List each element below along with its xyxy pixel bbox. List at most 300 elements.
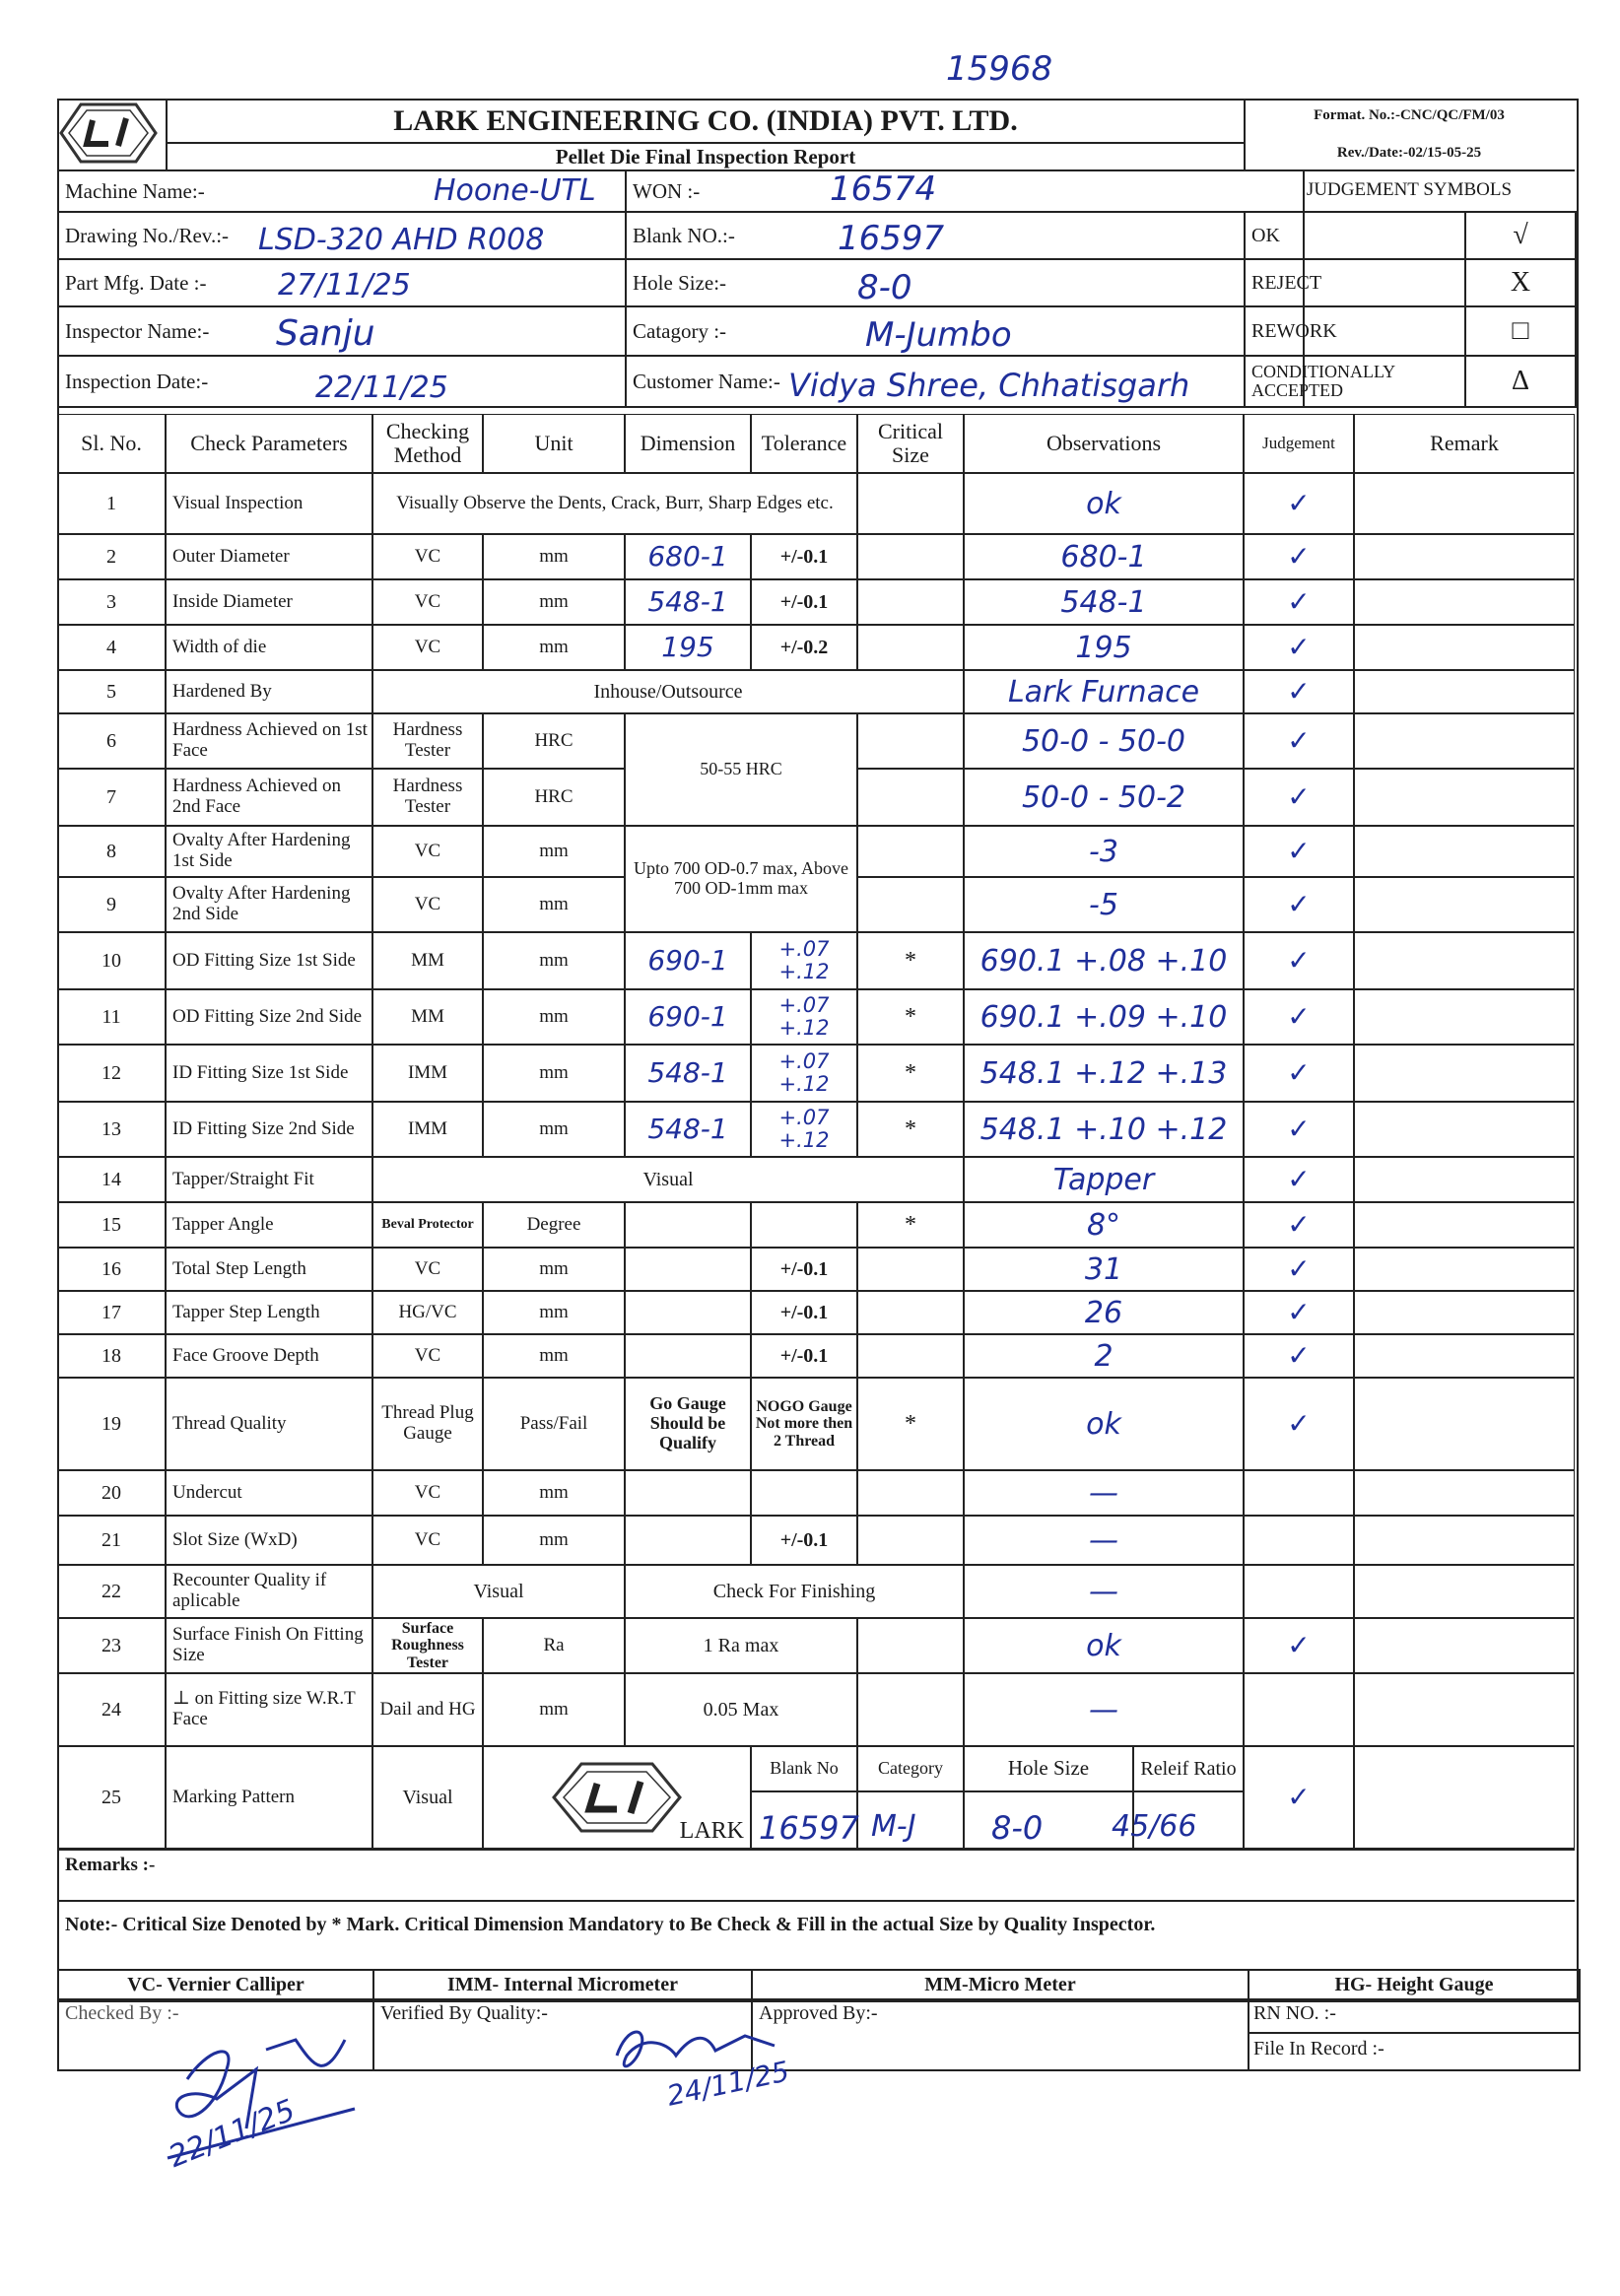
row-16-unit: mm	[483, 1248, 625, 1291]
row-16-observation: 31	[964, 1248, 1244, 1291]
row-4-unit: mm	[483, 625, 625, 670]
row-18-tol: +/-0.1	[751, 1334, 857, 1378]
checked-by-label: Checked By :-	[65, 2002, 179, 2024]
row-7-param: Hardness Achieved on 2nd Face	[166, 769, 372, 826]
row-2-method: VC	[372, 534, 483, 579]
row-24-unit: mm	[483, 1673, 625, 1746]
row-21-unit: mm	[483, 1516, 625, 1565]
row-8-unit: mm	[483, 826, 625, 877]
row-8-method: VC	[372, 826, 483, 877]
row-11-dim: 690-1	[625, 989, 751, 1045]
row-3-sl: 3	[57, 579, 166, 625]
marking-header-blank: Blank No	[751, 1746, 857, 1791]
row-11-param: OD Fitting Size 2nd Side	[166, 989, 372, 1045]
row-17-observation: 26	[964, 1291, 1244, 1334]
row-8-sl: 8	[57, 826, 166, 877]
symbol-conditional-label: CONDITIONALLY ACCEPTED	[1245, 356, 1465, 407]
row-1-remark	[1354, 473, 1575, 534]
row-2-unit: mm	[483, 534, 625, 579]
row-10-critical: *	[857, 932, 964, 989]
row-19-unit: Pass/Fail	[483, 1378, 625, 1470]
row-13-unit: mm	[483, 1102, 625, 1157]
row-6-observation: 50-0 - 50-0	[964, 713, 1244, 769]
row-10-observation: 690.1 +.08 +.10	[964, 932, 1244, 989]
marking-header-hole: Hole Size	[964, 1746, 1133, 1791]
row-10-unit: mm	[483, 932, 625, 989]
row-11-method: MM	[372, 989, 483, 1045]
row-12-tol: +.07 +.12	[751, 1045, 857, 1102]
row-23-method: Surface Roughness Tester	[372, 1618, 483, 1673]
row-24-critical	[857, 1673, 964, 1746]
row-2-remark	[1354, 534, 1575, 579]
row-23-critical	[857, 1618, 964, 1673]
row-15-judgement: ✓	[1244, 1202, 1354, 1248]
row-13-method: IMM	[372, 1102, 483, 1157]
row-25-remark	[1354, 1746, 1575, 1849]
row-23-param: Surface Finish On Fitting Size	[166, 1618, 372, 1673]
row-10-dim: 690-1	[625, 932, 751, 989]
row-16-critical	[857, 1248, 964, 1291]
row-7-method: Hardness Tester	[372, 769, 483, 826]
file-in-record-label: File In Record :-	[1253, 2038, 1384, 2060]
row-2-tol: +/-0.1	[751, 534, 857, 579]
row-6-param: Hardness Achieved on 1st Face	[166, 713, 372, 769]
row-8-remark	[1354, 826, 1575, 877]
marking-hole-value: 8-0	[991, 1809, 1044, 1847]
row-15-observation: 8°	[964, 1202, 1244, 1248]
row-24-param: ⊥ on Fitting size W.R.T Face	[166, 1673, 372, 1746]
row-12-param: ID Fitting Size 1st Side	[166, 1045, 372, 1102]
row-5-merged: Inhouse/Outsource	[372, 670, 964, 713]
row-19-observation: ok	[964, 1378, 1244, 1470]
row-11-critical: *	[857, 989, 964, 1045]
row-9-critical	[857, 877, 964, 932]
row-21-method: VC	[372, 1516, 483, 1565]
row-8-param: Ovalty After Hardening 1st Side	[166, 826, 372, 877]
inspector-label: Inspector Name:-	[65, 318, 210, 343]
row-22-method: Visual	[372, 1565, 625, 1618]
row-24-sl: 24	[57, 1673, 166, 1746]
row-18-unit: mm	[483, 1334, 625, 1378]
legend-hg: HG- Height Gauge	[1249, 1970, 1580, 1999]
row-21-param: Slot Size (WxD)	[166, 1516, 372, 1565]
row-7-remark	[1354, 769, 1575, 826]
row-17-tol: +/-0.1	[751, 1291, 857, 1334]
row-14-observation: Tapper	[964, 1157, 1244, 1202]
inspector-value: Sanju	[276, 313, 375, 354]
hole-size-label: Hole Size:-	[633, 270, 727, 295]
row-16-param: Total Step Length	[166, 1248, 372, 1291]
row-22-judgement	[1244, 1565, 1354, 1618]
row-23-remark	[1354, 1618, 1575, 1673]
row-21-dim	[625, 1516, 751, 1565]
row-5-remark	[1354, 670, 1575, 713]
row-10-tol: +.07 +.12	[751, 932, 857, 989]
column-header-unit: Unit	[483, 414, 625, 473]
row-20-judgement	[1244, 1470, 1354, 1516]
category-label: Catagory :-	[633, 318, 727, 343]
row-7-sl: 7	[57, 769, 166, 826]
legend-imm: IMM- Internal Micrometer	[373, 1970, 752, 1999]
symbol-ok-label: OK	[1245, 212, 1465, 259]
won-label: WON :-	[633, 178, 701, 203]
won-value: 16574	[830, 169, 937, 209]
row-22-remark	[1354, 1565, 1575, 1618]
critical-note: Note:- Critical Size Denoted by * Mark. Critical Dimension Mandatory to Be Check & Fill in the actual Size by Quality Inspector.	[65, 1914, 1156, 1935]
row-11-unit: mm	[483, 989, 625, 1045]
row-9-observation: -5	[964, 877, 1244, 932]
column-header-remark: Remark	[1354, 414, 1575, 473]
judgement-symbols-table	[1244, 211, 1577, 408]
legend-mm: MM-Micro Meter	[752, 1970, 1249, 1999]
row-19-method: Thread Plug Gauge	[372, 1378, 483, 1470]
inspection-date-label: Inspection Date:-	[65, 369, 209, 393]
row-10-remark	[1354, 932, 1575, 989]
company-logo-icon	[57, 99, 160, 168]
machine-name-label: Machine Name:-	[65, 178, 205, 203]
row-23-dim: 1 Ra max	[625, 1618, 857, 1673]
row-15-tol	[751, 1202, 857, 1248]
verified-by-date: 24/11/25	[663, 2055, 792, 2113]
row-18-dim	[625, 1334, 751, 1378]
row-11-tol: +.07 +.12	[751, 989, 857, 1045]
row-3-judgement: ✓	[1244, 579, 1354, 625]
row-18-param: Face Groove Depth	[166, 1334, 372, 1378]
row-20-tol	[751, 1470, 857, 1516]
row-2-critical	[857, 534, 964, 579]
marking-lark-text: LARK	[679, 1817, 744, 1844]
row-23-unit: Ra	[483, 1618, 625, 1673]
row-12-observation: 548.1 +.12 +.13	[964, 1045, 1244, 1102]
row-1-param: Visual Inspection	[166, 473, 372, 534]
row-3-unit: mm	[483, 579, 625, 625]
row-15-remark	[1354, 1202, 1575, 1248]
row-10-method: MM	[372, 932, 483, 989]
row-25-param: Marking Pattern	[166, 1746, 372, 1849]
row-9-sl: 9	[57, 877, 166, 932]
marking-header-relief: Releif Ratio	[1133, 1746, 1244, 1791]
row-16-judgement: ✓	[1244, 1248, 1354, 1291]
marking-lark-cell	[483, 1746, 751, 1849]
marking-blank-value: 16597	[759, 1809, 859, 1847]
row-7-observation: 50-0 - 50-2	[964, 769, 1244, 826]
row-23-sl: 23	[57, 1618, 166, 1673]
row-3-dim: 548-1	[625, 579, 751, 625]
row-21-observation: —	[964, 1516, 1244, 1565]
row-14-merged: Visual	[372, 1157, 964, 1202]
hole-size-value: 8-0	[857, 268, 912, 307]
row-1-merged-note: Visually Observe the Dents, Crack, Burr, Sharp Edges etc.	[372, 473, 857, 534]
row-17-sl: 17	[57, 1291, 166, 1334]
row-18-observation: 2	[964, 1334, 1244, 1378]
row-16-method: VC	[372, 1248, 483, 1291]
row-20-param: Undercut	[166, 1470, 372, 1516]
row-15-unit: Degree	[483, 1202, 625, 1248]
row-11-sl: 11	[57, 989, 166, 1045]
row-23-observation: ok	[964, 1618, 1244, 1673]
row-17-method: HG/VC	[372, 1291, 483, 1334]
row-3-critical	[857, 579, 964, 625]
column-header-observations: Observations	[964, 414, 1244, 473]
marking-logo-icon	[548, 1758, 686, 1837]
row-15-critical: *	[857, 1202, 964, 1248]
row-24-method: Dail and HG	[372, 1673, 483, 1746]
row-4-critical	[857, 625, 964, 670]
part-mfg-value: 27/11/25	[278, 268, 411, 303]
row-12-dim: 548-1	[625, 1045, 751, 1102]
row-5-judgement: ✓	[1244, 670, 1354, 713]
row-6-merged: 50-55 HRC	[625, 713, 857, 826]
row-7-critical	[857, 769, 964, 826]
row-6-judgement: ✓	[1244, 713, 1354, 769]
remarks-box	[57, 1849, 1575, 1902]
row-24-observation: —	[964, 1673, 1244, 1746]
row-13-critical: *	[857, 1102, 964, 1157]
row-3-param: Inside Diameter	[166, 579, 372, 625]
row-9-method: VC	[372, 877, 483, 932]
row-2-sl: 2	[57, 534, 166, 579]
row-25-method: Visual	[372, 1746, 483, 1849]
drawing-no-value: LSD-320 AHD R008	[258, 223, 545, 257]
column-header-tolerance: Tolerance	[751, 414, 857, 473]
row-17-dim	[625, 1291, 751, 1334]
row-13-tol: +.07 +.12	[751, 1102, 857, 1157]
row-1-observation: ok	[964, 473, 1244, 534]
legend-vc: VC- Vernier Calliper	[58, 1970, 373, 1999]
row-21-judgement	[1244, 1516, 1354, 1565]
row-10-judgement: ✓	[1244, 932, 1354, 989]
row-12-critical: *	[857, 1045, 964, 1102]
row-6-remark	[1354, 713, 1575, 769]
judgement-symbols-title: JUDGEMENT SYMBOLS	[1306, 178, 1513, 200]
row-3-method: VC	[372, 579, 483, 625]
customer-label: Customer Name:-	[633, 369, 780, 393]
row-6-method: Hardness Tester	[372, 713, 483, 769]
row-1-judgement: ✓	[1244, 473, 1354, 534]
category-value: M-Jumbo	[865, 315, 1012, 355]
won-cell	[626, 170, 1304, 212]
marking-category-value: M-J	[871, 1809, 916, 1844]
symbol-reject-label: REJECT	[1245, 259, 1465, 306]
approved-by-label: Approved By:-	[759, 2002, 878, 2024]
row-14-remark	[1354, 1157, 1575, 1202]
column-header-method: Checking Method	[372, 414, 483, 473]
row-16-remark	[1354, 1248, 1575, 1291]
row-1-critical	[857, 473, 964, 534]
customer-value: Vidya Shree, Chhatisgarh	[788, 367, 1190, 404]
row-17-remark	[1354, 1291, 1575, 1334]
row-20-unit: mm	[483, 1470, 625, 1516]
row-16-dim	[625, 1248, 751, 1291]
row-20-critical	[857, 1470, 964, 1516]
row-15-param: Tapper Angle	[166, 1202, 372, 1248]
column-header-dimension: Dimension	[625, 414, 751, 473]
row-4-method: VC	[372, 625, 483, 670]
row-17-judgement: ✓	[1244, 1291, 1354, 1334]
row-22-param: Recounter Quality if aplicable	[166, 1565, 372, 1618]
row-20-observation: —	[964, 1470, 1244, 1516]
row-11-remark	[1354, 989, 1575, 1045]
row-6-unit: HRC	[483, 713, 625, 769]
top-handwritten-number: 15968	[946, 49, 1053, 89]
row-9-remark	[1354, 877, 1575, 932]
row-19-remark	[1354, 1378, 1575, 1470]
row-18-critical	[857, 1334, 964, 1378]
row-21-sl: 21	[57, 1516, 166, 1565]
approved-by-cell	[752, 1999, 1249, 2070]
row-15-sl: 15	[57, 1202, 166, 1248]
row-21-critical	[857, 1516, 964, 1565]
column-header-judgement: Judgement	[1244, 414, 1354, 473]
row-20-remark	[1354, 1470, 1575, 1516]
row-3-observation: 548-1	[964, 579, 1244, 625]
checked-by-date: 22/11/25	[164, 2093, 301, 2175]
row-25-judgement: ✓	[1244, 1746, 1354, 1849]
row-19-param: Thread Quality	[166, 1378, 372, 1470]
row-22-observation: —	[964, 1565, 1244, 1618]
rev-date: Rev./Date:-02/15-05-25	[1336, 144, 1482, 161]
row-10-param: OD Fitting Size 1st Side	[166, 932, 372, 989]
row-14-param: Tapper/Straight Fit	[166, 1157, 372, 1202]
symbol-reject-icon: X	[1465, 259, 1576, 306]
row-13-param: ID Fitting Size 2nd Side	[166, 1102, 372, 1157]
row-8-critical	[857, 826, 964, 877]
row-13-dim: 548-1	[625, 1102, 751, 1157]
hole-size-cell	[626, 259, 1304, 306]
row-4-judgement: ✓	[1244, 625, 1354, 670]
format-no: Format. No.:-CNC/QC/FM/03	[1314, 106, 1505, 123]
row-25-sl: 25	[57, 1746, 166, 1849]
row-12-judgement: ✓	[1244, 1045, 1354, 1102]
row-9-param: Ovalty After Hardening 2nd Side	[166, 877, 372, 932]
row-14-sl: 14	[57, 1157, 166, 1202]
blank-no-cell	[626, 212, 1304, 259]
row-3-remark	[1354, 579, 1575, 625]
row-13-judgement: ✓	[1244, 1102, 1354, 1157]
row-18-method: VC	[372, 1334, 483, 1378]
row-2-observation: 680-1	[964, 534, 1244, 579]
row-8-judgement: ✓	[1244, 826, 1354, 877]
row-19-dim: Go Gauge Should be Qualify	[625, 1378, 751, 1470]
remarks-label: Remarks :-	[65, 1855, 156, 1875]
rn-no-label: RN NO. :-	[1249, 2000, 1579, 2034]
row-9-unit: mm	[483, 877, 625, 932]
row-22-sl: 22	[57, 1565, 166, 1618]
report-title: Pellet Die Final Inspection Report	[168, 142, 1244, 171]
row-24-dim: 0.05 Max	[625, 1673, 857, 1746]
row-24-judgement	[1244, 1673, 1354, 1746]
row-4-observation: 195	[964, 625, 1244, 670]
row-12-method: IMM	[372, 1045, 483, 1102]
row-4-remark	[1354, 625, 1575, 670]
row-20-dim	[625, 1470, 751, 1516]
row-12-remark	[1354, 1045, 1575, 1102]
row-4-dim: 195	[625, 625, 751, 670]
blank-no-label: Blank NO.:-	[633, 223, 735, 247]
row-14-judgement: ✓	[1244, 1157, 1354, 1202]
logo-cell	[57, 99, 168, 169]
row-19-critical: *	[857, 1378, 964, 1470]
row-5-sl: 5	[57, 670, 166, 713]
row-7-judgement: ✓	[1244, 769, 1354, 826]
row-5-observation: Lark Furnace	[964, 670, 1244, 713]
row-13-remark	[1354, 1102, 1575, 1157]
machine-name-value: Hoone-UTL	[434, 173, 596, 208]
row-4-param: Width of die	[166, 625, 372, 670]
row-21-remark	[1354, 1516, 1575, 1565]
row-16-sl: 16	[57, 1248, 166, 1291]
record-cell	[1249, 1999, 1580, 2070]
row-16-tol: +/-0.1	[751, 1248, 857, 1291]
row-4-tol: +/-0.2	[751, 625, 857, 670]
symbol-conditional-icon: Δ	[1465, 356, 1576, 407]
row-20-sl: 20	[57, 1470, 166, 1516]
row-1-sl: 1	[57, 473, 166, 534]
row-22-dim: Check For Finishing	[625, 1565, 964, 1618]
row-11-observation: 690.1 +.09 +.10	[964, 989, 1244, 1045]
row-17-unit: mm	[483, 1291, 625, 1334]
part-mfg-label: Part Mfg. Date :-	[65, 270, 207, 295]
row-6-critical	[857, 713, 964, 769]
row-18-sl: 18	[57, 1334, 166, 1378]
row-12-unit: mm	[483, 1045, 625, 1102]
row-19-tol: NOGO Gauge Not more then 2 Thread	[751, 1378, 857, 1470]
row-12-sl: 12	[57, 1045, 166, 1102]
row-15-dim	[625, 1202, 751, 1248]
row-21-tol: +/-0.1	[751, 1516, 857, 1565]
row-3-tol: +/-0.1	[751, 579, 857, 625]
company-name: LARK ENGINEERING CO. (INDIA) PVT. LTD.	[393, 103, 1018, 137]
row-10-sl: 10	[57, 932, 166, 989]
row-2-param: Outer Diameter	[166, 534, 372, 579]
symbol-rework-label: REWORK	[1245, 306, 1465, 356]
row-23-judgement: ✓	[1244, 1618, 1354, 1673]
row-18-remark	[1354, 1334, 1575, 1378]
marking-relief-value: 45/66	[1112, 1809, 1197, 1844]
marking-header-category: Category	[857, 1746, 964, 1791]
inspection-date-value: 22/11/25	[315, 371, 448, 405]
row-19-judgement: ✓	[1244, 1378, 1354, 1470]
row-8-merged: Upto 700 OD-0.7 max, Above 700 OD-1mm max	[625, 826, 857, 932]
column-header-critical: Critical Size	[857, 414, 964, 473]
drawing-no-label: Drawing No./Rev.:-	[65, 223, 230, 247]
row-2-judgement: ✓	[1244, 534, 1354, 579]
column-header-param: Check Parameters	[166, 414, 372, 473]
row-18-judgement: ✓	[1244, 1334, 1354, 1378]
row-19-sl: 19	[57, 1378, 166, 1470]
row-13-sl: 13	[57, 1102, 166, 1157]
symbol-ok-icon: √	[1465, 212, 1576, 259]
row-15-method: Beval Protector	[372, 1202, 483, 1248]
row-2-dim: 680-1	[625, 534, 751, 579]
row-17-param: Tapper Step Length	[166, 1291, 372, 1334]
row-13-observation: 548.1 +.10 +.12	[964, 1102, 1244, 1157]
column-header-sl: Sl. No.	[57, 414, 166, 473]
note-box	[57, 1900, 1575, 1951]
row-4-sl: 4	[57, 625, 166, 670]
row-20-method: VC	[372, 1470, 483, 1516]
row-11-judgement: ✓	[1244, 989, 1354, 1045]
row-24-remark	[1354, 1673, 1575, 1746]
symbol-rework-icon: □	[1465, 306, 1576, 356]
blank-no-value: 16597	[838, 219, 945, 258]
row-17-critical	[857, 1291, 964, 1334]
verified-by-label: Verified By Quality:-	[380, 2002, 548, 2024]
row-8-observation: -3	[964, 826, 1244, 877]
row-6-sl: 6	[57, 713, 166, 769]
row-5-param: Hardened By	[166, 670, 372, 713]
row-7-unit: HRC	[483, 769, 625, 826]
